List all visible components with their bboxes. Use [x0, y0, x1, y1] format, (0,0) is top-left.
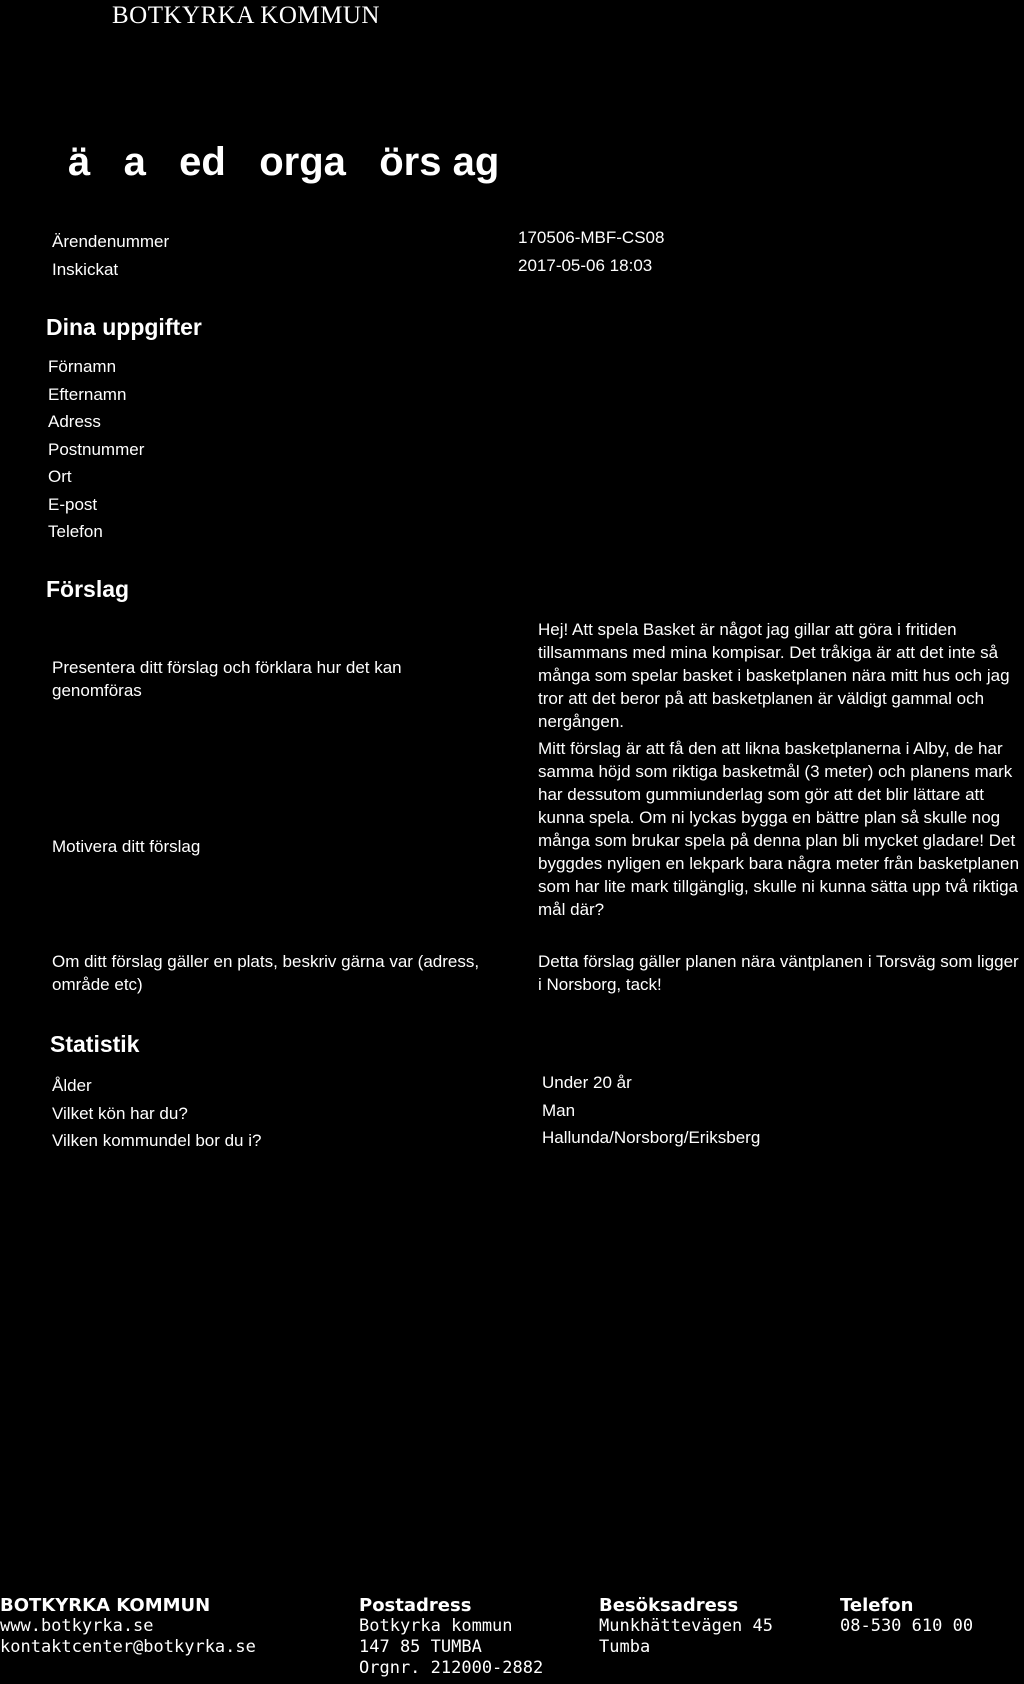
case-number-label: Ärendenummer: [52, 232, 170, 251]
answer-motivate: Mitt förslag är att få den att likna basketplanerna i Alby, de har samma höjd som riktiga basketmål (3 meter) och planens mark har dessutom gummiunderlag som gör att det blir lättare att kunna spela. Om ni lyckas bygga en bättre plan så skulle nog många som brukar spela på denna plan bli mycket gladare! Det byggdes nyligen en lekpark bara några meter från basketplanen som har lite mark tillgänglig, skulle ni kunna sätta upp två riktiga mål där?: [538, 739, 1020, 919]
footer-website: www.botkyrka.se: [0, 1616, 154, 1636]
answer-present: Hej! Att spela Basket är något jag gillar att göra i fritiden tillsammans med mina kompisar. Det tråkiga är att det inte så många som spelar basket i basketplanen nära mitt hus och jag tror att det beror på att basketplanen är väldigt gammal och nergången.: [538, 620, 1010, 731]
field-label: Postnummer: [48, 439, 145, 459]
field-label: Ort: [48, 467, 72, 486]
field-label: Adress: [48, 412, 101, 431]
personal-fields: [48, 353, 144, 546]
footer-phone: [840, 1595, 973, 1637]
field-label: Telefon: [48, 522, 103, 541]
statistics-heading: Statistik: [50, 1031, 140, 1057]
field-label: Efternamn: [48, 384, 127, 404]
case-number-value: 170506-MBF-CS08: [518, 228, 665, 247]
footer-visit-line: Munkhättevägen 45: [599, 1616, 773, 1636]
footer-phone-number: 08-530 610 00: [840, 1616, 974, 1636]
footer-postal-line: Botkyrka kommun: [359, 1616, 513, 1636]
statistic-label: Vilket kön har du?: [52, 1103, 188, 1123]
statistic-value: Man: [542, 1100, 576, 1120]
question-present-label: Presentera ditt förslag och förklara hur det kan genomföras: [52, 658, 402, 700]
submitted-label: Inskickat: [52, 260, 119, 279]
field-label: Förnamn: [48, 357, 117, 376]
submitted-value: 2017-05-06 18:03: [518, 256, 653, 275]
field-label: E-post: [48, 494, 98, 514]
page-title: ä a ed orga örs ag: [68, 140, 500, 184]
statistic-value: Hallunda/Norsborg/Eriksberg: [542, 1128, 761, 1147]
footer-organization: [0, 1595, 256, 1658]
footer-visit-heading: Besöksadress: [599, 1595, 739, 1616]
footer-email: kontaktcenter@botkyrka.se: [0, 1637, 256, 1657]
answer-location: Detta förslag gäller planen nära väntplanen i Torsväg som ligger i Norsborg, tack!: [538, 952, 1019, 994]
statistics-labels: [52, 1072, 261, 1155]
statistics-values: [542, 1069, 760, 1152]
footer-postal-heading: Postadress: [359, 1595, 472, 1616]
statistic-label: Ålder: [52, 1076, 92, 1095]
footer-orgnr: Orgnr. 212000-2882: [359, 1658, 544, 1678]
footer-phone-heading: Telefon: [840, 1595, 914, 1616]
statistic-value: Under 20 år: [542, 1073, 632, 1092]
footer-postal: [359, 1595, 543, 1679]
footer-visit: [599, 1595, 773, 1658]
footer-visit-line: Tumba: [599, 1637, 651, 1657]
organization-name: BOTKYRKA KOMMUN: [112, 2, 380, 29]
proposal-heading: Förslag: [46, 576, 130, 602]
question-motivate-label: Motivera ditt förslag: [52, 837, 201, 856]
personal-heading: Dina uppgifter: [46, 314, 202, 340]
footer-postal-line: 147 85 TUMBA: [359, 1637, 482, 1657]
question-location-label: Om ditt förslag gäller en plats, beskriv gärna var (adress, område etc): [52, 952, 480, 994]
statistic-label: Vilken kommundel bor du i?: [52, 1131, 262, 1150]
footer-org-heading: BOTKYRKA KOMMUN: [0, 1595, 211, 1616]
